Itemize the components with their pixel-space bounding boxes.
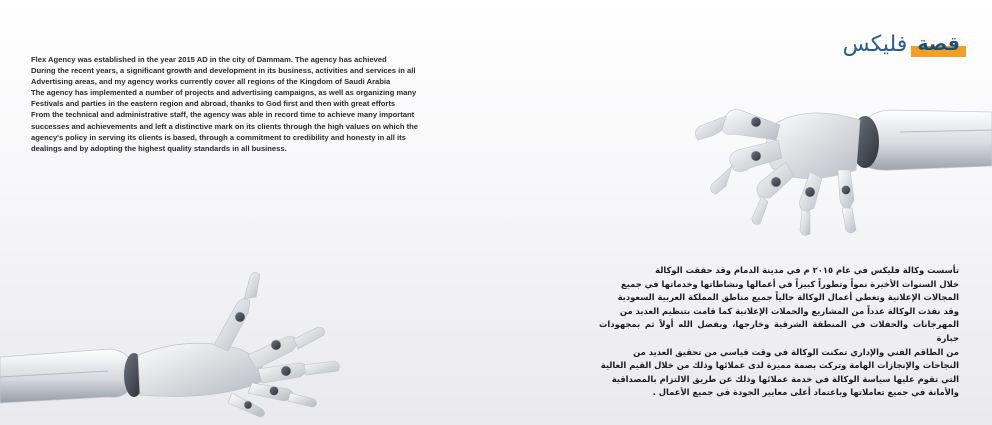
arabic-paragraph: تأسست وكالة فليكس في عام ٢٠١٥ م في مدينة الدمام وقد حققت الوكالة خلال السنوات الأخيرة نمواً وتطوراً كبيراً في أعمالها ونشاطاتها وخدماتها في جميع المجالات الإعلانية وتغطي أعمال الوكالة حالياً جميع مناطق المملكة العربية السعودية وقد نفذت الوكالة عدداً من المشاريع والحملات الإعلانية كما قامت بتنظيم العديد من المهرجانات والحفلات في المنطقة الشرقية وخارجها، وبفضل الله أولاً ثم بمجهودات جبارة من الطاقم الفني والإداري تمكنت الوكالة في وقت قياسي من تحقيق العديد من النجاحات والإنجازات الهامة وتركت بصمة مميزة لدى عملائها وذلك من خلال القيم العالية التي تقوم عليها سياسة الوكالة في خدمة عملائها وذلك عن طريق الالتزام بالمصداقية والأمانة في جميع تعاملاتها وباعتماد أعلى معايير الجودة في جميع الأعمال . xyxy=(599,265,959,398)
title-badge: قصة xyxy=(913,32,964,58)
robot-hand-reaching-image xyxy=(660,70,992,260)
english-paragraph: Flex Agency was established in the year 2015 AD in the city of Dammam. The agency has achieved During the recent years, a significant growth and development in its business, activities and services in all Advertising areas, and my agency works currently cover all regions of the Kingdom of Saudi Arabia The agency has implemented a number of projects and advertising campaigns, as well as organizing many Festivals and parties in the eastern region and abroad, thanks to God first and then with great efforts From the technical and administrative staff, the agency was able in record time to achieve many important successes and achievements and left a distinctive mark on its clients through the high values on which the agency's policy in serving its clients is based, through a commitment to credibility and honesty in all its dealings and by adopting the highest quality standards in all business. xyxy=(31,55,418,153)
page-title xyxy=(843,30,964,60)
title-word: فليكس xyxy=(842,32,908,57)
robot-hand-open-palm-image xyxy=(0,265,345,425)
